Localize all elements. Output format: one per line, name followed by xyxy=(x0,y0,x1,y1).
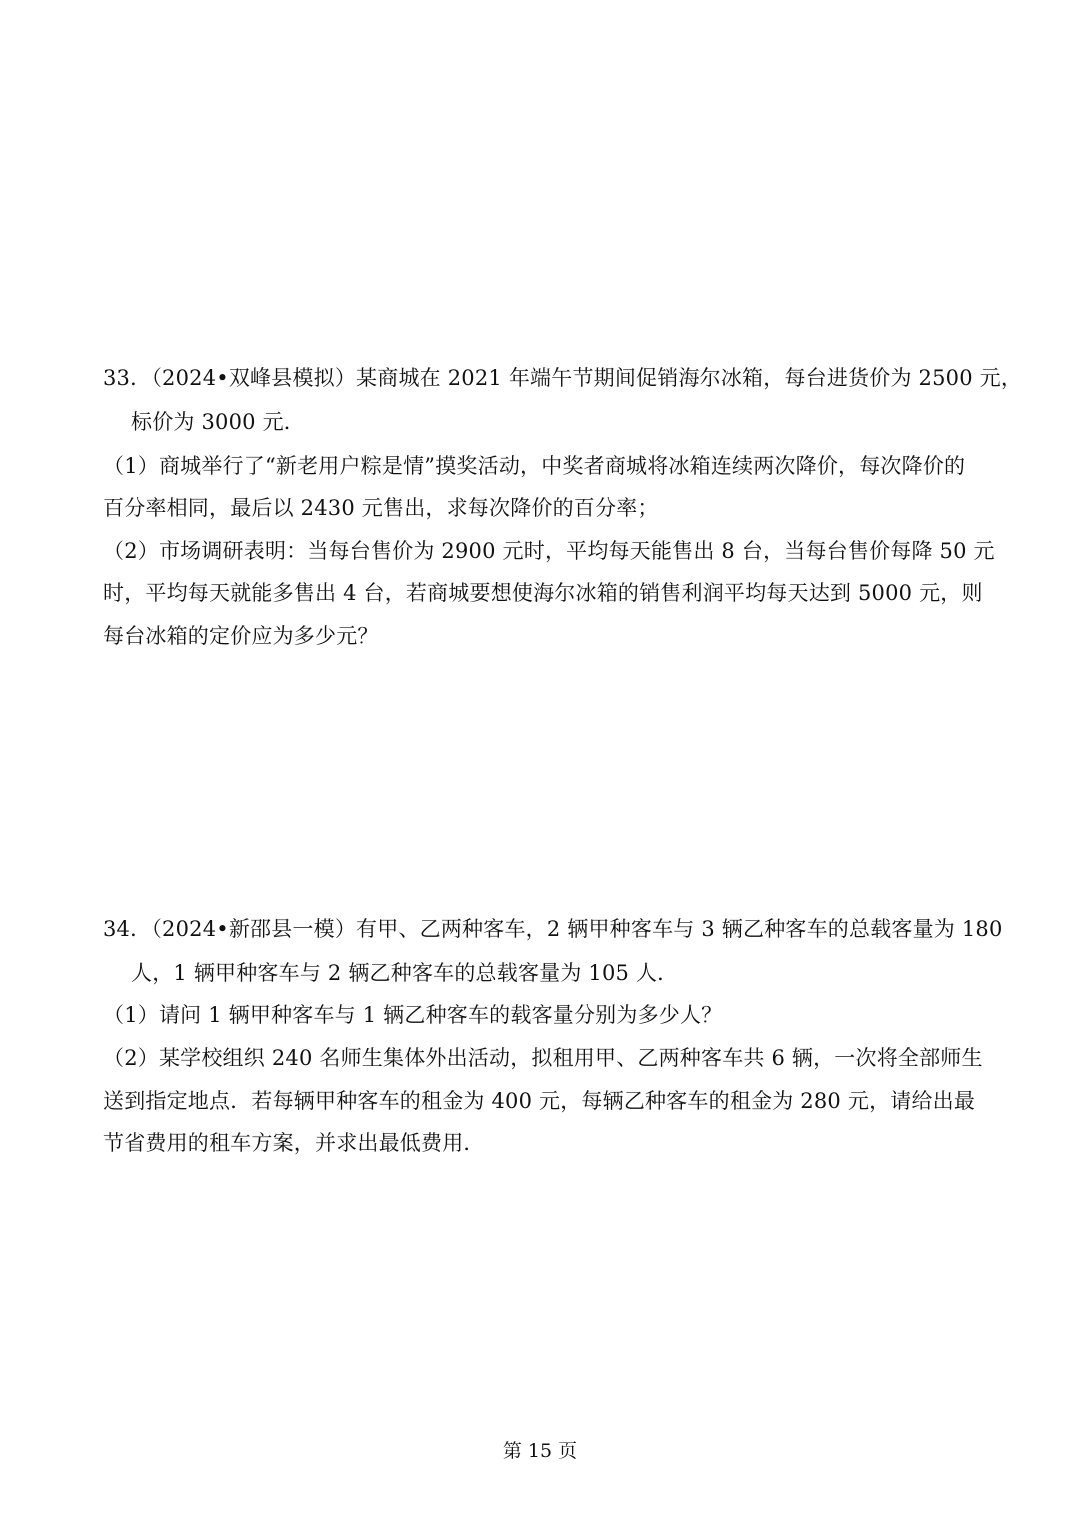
problem-33-part-2-line-2: 时，平均每天就能多售出 4 台，若商城要想使海尔冰箱的销售利润平均每天达到 5000 元，则 xyxy=(103,581,983,605)
problem-33-part-1-line-1: （1）商城举行了“新老用户粽是情”摸奖活动，中奖者商城将冰箱连续两次降价，每次降价的 xyxy=(103,454,966,478)
problem-34-stem-line-2: 人，1 辆甲种客车与 2 辆乙种客车的总载客量为 105 人． xyxy=(131,961,679,985)
problem-34-part-2-line-3: 节省费用的租车方案，并求出最低费用． xyxy=(103,1131,485,1155)
problem-33-part-2-line-3: 每台冰箱的定价应为多少元？ xyxy=(103,624,379,648)
problem-33-part-2-line-1: （2）市场调研表明：当每台售价为 2900 元时，平均每天能售出 8 台，当每台售价每降 50 元 xyxy=(103,539,995,563)
problem-33-stem-line-1: 33．（2024•双峰县模拟）某商城在 2021 年端午节期间促销海尔冰箱，每台进货价为 2500 元， xyxy=(103,366,1023,390)
problem-34-stem-line-1: 34．（2024•新邵县一模）有甲、乙两种客车，2 辆甲种客车与 3 辆乙种客车的总载客量为 180 xyxy=(103,917,1003,941)
problem-34-part-2-line-1: （2）某学校组织 240 名师生集体外出活动，拟租用甲、乙两种客车共 6 辆，一次将全部师生 xyxy=(103,1046,983,1070)
problem-34-part-1-line-1: （1）请问 1 辆甲种客车与 1 辆乙种客车的载客量分别为多少人？ xyxy=(103,1003,723,1027)
problem-33-part-1-line-2: 百分率相同，最后以 2430 元售出，求每次降价的百分率； xyxy=(103,496,659,520)
problem-34-part-2-line-2: 送到指定地点．若每辆甲种客车的租金为 400 元，每辆乙种客车的租金为 280 元，请给出最 xyxy=(103,1089,976,1113)
page-number: 第 15 页 xyxy=(502,1440,578,1462)
problem-33-stem-line-2: 标价为 3000 元． xyxy=(131,410,305,434)
